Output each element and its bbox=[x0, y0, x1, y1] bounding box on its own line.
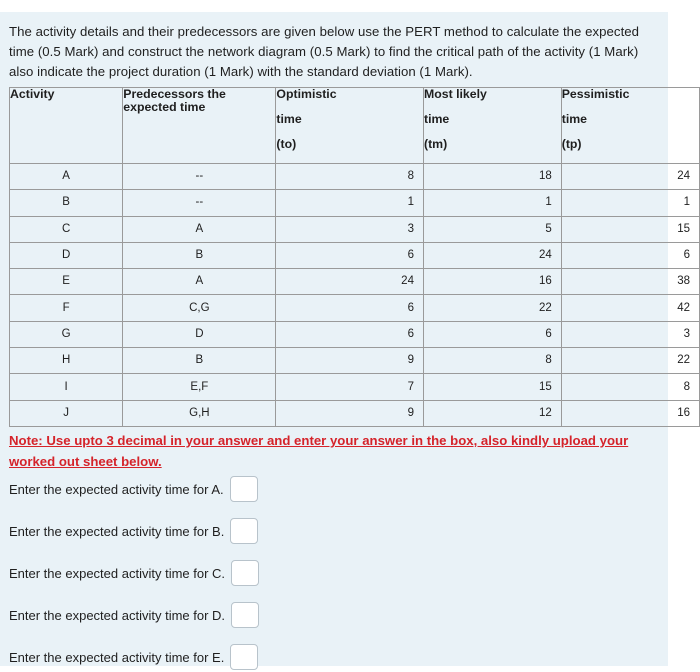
question-row-d bbox=[9, 600, 259, 630]
cell-most-likely: 15 bbox=[423, 374, 561, 400]
cell-pessimistic: 24 bbox=[561, 164, 699, 190]
answer-input-a[interactable] bbox=[230, 476, 258, 502]
cell-most-likely: 18 bbox=[423, 164, 561, 190]
cell-most-likely: 5 bbox=[423, 216, 561, 242]
cell-activity: H bbox=[10, 348, 123, 374]
instruction-note: Note: Use upto 3 decimal in your answer and enter your answer in the box, also kindly upload your worked out sheet below. bbox=[9, 433, 629, 469]
table-row bbox=[10, 295, 700, 321]
cell-most-likely: 24 bbox=[423, 242, 561, 268]
cell-most-likely: 22 bbox=[423, 295, 561, 321]
table-header-row bbox=[10, 88, 700, 164]
table-row bbox=[10, 269, 700, 295]
header-most-likely: Most likely time (tm) bbox=[423, 88, 561, 164]
cell-optimistic: 3 bbox=[276, 216, 424, 242]
cell-pessimistic: 16 bbox=[561, 400, 699, 426]
pert-table bbox=[9, 87, 700, 427]
cell-optimistic: 6 bbox=[276, 321, 424, 347]
cell-optimistic: 8 bbox=[276, 164, 424, 190]
cell-most-likely: 8 bbox=[423, 348, 561, 374]
table-row bbox=[10, 400, 700, 426]
cell-pessimistic: 38 bbox=[561, 269, 699, 295]
cell-optimistic: 7 bbox=[276, 374, 424, 400]
header-pessimistic: Pessimistic time (tp) bbox=[561, 88, 699, 164]
question-label: Enter the expected activity time for A. bbox=[9, 481, 224, 497]
cell-predecessors: E,F bbox=[123, 374, 276, 400]
table-row bbox=[10, 321, 700, 347]
header-predecessors: Predecessors the expected time bbox=[123, 88, 276, 164]
cell-predecessors: -- bbox=[123, 190, 276, 216]
cell-optimistic: 24 bbox=[276, 269, 424, 295]
cell-activity: B bbox=[10, 190, 123, 216]
cell-most-likely: 16 bbox=[423, 269, 561, 295]
cell-activity: E bbox=[10, 269, 123, 295]
question-row-b bbox=[9, 516, 258, 546]
cell-optimistic: 1 bbox=[276, 190, 424, 216]
header-activity: Activity bbox=[10, 88, 123, 164]
cell-pessimistic: 8 bbox=[561, 374, 699, 400]
cell-activity: D bbox=[10, 242, 123, 268]
cell-most-likely: 1 bbox=[423, 190, 561, 216]
cell-predecessors: A bbox=[123, 269, 276, 295]
cell-most-likely: 6 bbox=[423, 321, 561, 347]
cell-activity: J bbox=[10, 400, 123, 426]
cell-predecessors: D bbox=[123, 321, 276, 347]
question-label: Enter the expected activity time for D. bbox=[9, 607, 226, 623]
cell-activity: I bbox=[10, 374, 123, 400]
answer-input-e[interactable] bbox=[230, 644, 258, 670]
question-row-a bbox=[9, 474, 258, 504]
answer-input-d[interactable] bbox=[231, 602, 259, 628]
cell-most-likely: 12 bbox=[423, 400, 561, 426]
cell-pessimistic: 1 bbox=[561, 190, 699, 216]
cell-predecessors: -- bbox=[123, 164, 276, 190]
answer-input-b[interactable] bbox=[230, 518, 258, 544]
cell-predecessors: A bbox=[123, 216, 276, 242]
question-row-e bbox=[9, 642, 258, 672]
table-row bbox=[10, 348, 700, 374]
cell-predecessors: C,G bbox=[123, 295, 276, 321]
cell-pessimistic: 22 bbox=[561, 348, 699, 374]
cell-optimistic: 9 bbox=[276, 348, 424, 374]
cell-optimistic: 9 bbox=[276, 400, 424, 426]
answer-input-c[interactable] bbox=[231, 560, 259, 586]
cell-activity: C bbox=[10, 216, 123, 242]
question-label: Enter the expected activity time for E. bbox=[9, 649, 225, 665]
table-row bbox=[10, 216, 700, 242]
cell-optimistic: 6 bbox=[276, 242, 424, 268]
table-row bbox=[10, 374, 700, 400]
cell-activity: F bbox=[10, 295, 123, 321]
cell-activity: G bbox=[10, 321, 123, 347]
question-intro: The activity details and their predecessors are given below use the PERT method to calculate the expected time (0.5 Mark) and construct the network diagram (0.5 Mark) to find the critical path of the activity (1 Mark) also indicate the project duration (1 Mark) with the standard deviation (1 Mark). bbox=[9, 24, 640, 79]
cell-predecessors: B bbox=[123, 242, 276, 268]
header-optimistic: Optimistic time (to) bbox=[276, 88, 424, 164]
cell-activity: A bbox=[10, 164, 123, 190]
cell-pessimistic: 6 bbox=[561, 242, 699, 268]
question-row-c bbox=[9, 558, 259, 588]
table-row bbox=[10, 242, 700, 268]
cell-predecessors: G,H bbox=[123, 400, 276, 426]
table-row bbox=[10, 190, 700, 216]
cell-pessimistic: 15 bbox=[561, 216, 699, 242]
cell-optimistic: 6 bbox=[276, 295, 424, 321]
table-row bbox=[10, 164, 700, 190]
cell-predecessors: B bbox=[123, 348, 276, 374]
question-label: Enter the expected activity time for C. bbox=[9, 565, 226, 581]
cell-pessimistic: 42 bbox=[561, 295, 699, 321]
cell-pessimistic: 3 bbox=[561, 321, 699, 347]
question-label: Enter the expected activity time for B. bbox=[9, 523, 225, 539]
